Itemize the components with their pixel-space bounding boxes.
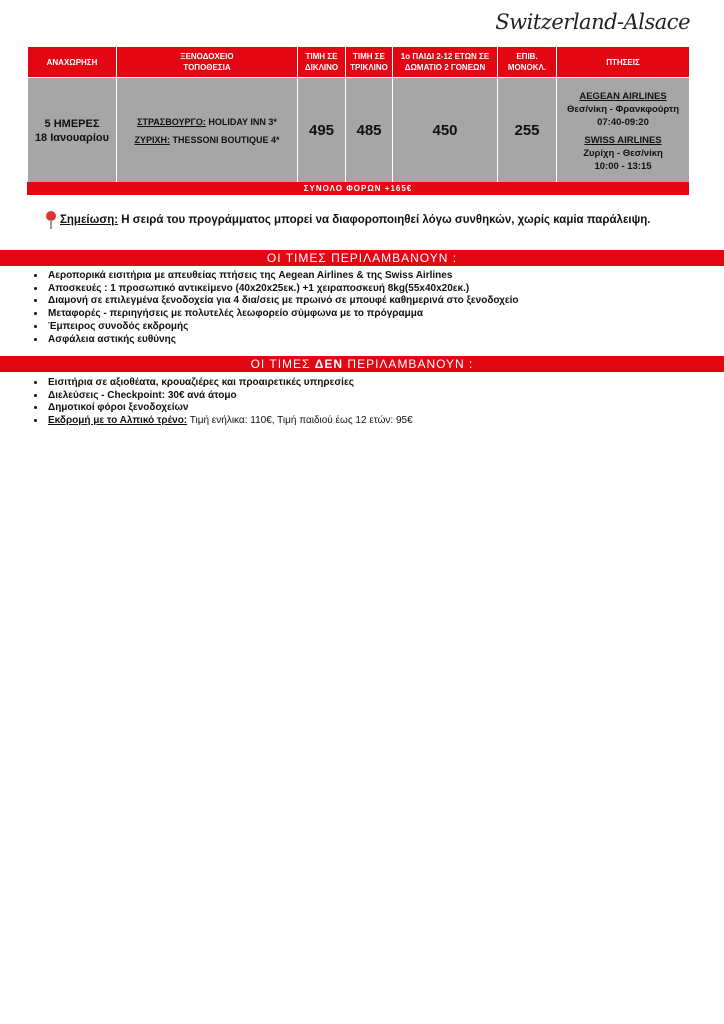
flight1-route: Θεσ/νίκη - Φρανκφούρτη (566, 103, 680, 115)
hotel2-name: THESSONI BOUTIQUE 4* (169, 135, 280, 145)
header-triple: ΤΙΜΗ ΣΕ ΤΡΙΚΛΙΝΟ (346, 47, 393, 78)
train-text: Τιμή ενήλικα: 110€, Τιμή παιδιού έως 12 ετών: 95€ (187, 415, 413, 427)
included-title: ΟΙ ΤΙΜΕΣ ΠΕΡΙΛΑΜΒΑΝΟΥΝ : (0, 250, 724, 266)
list-item: • Διαμονή σε επιλεγμένα ξενοδοχεία για 4 δια/σεις με πρωινό σε μπουφέ καθημερινά στο ξενοδοχείο (46, 295, 519, 308)
price-child: 450 (393, 78, 498, 185)
excluded-title-a: ΟΙ ΤΙΜΕΣ (250, 357, 315, 371)
duration: 5 ΗΜΕΡΕΣ (44, 118, 100, 130)
hotel-cell (117, 78, 298, 185)
price-triple: 485 (346, 78, 393, 185)
departure-cell (28, 78, 117, 185)
train-label: Εκδρομή με το Αλπικό τρένο: (48, 415, 188, 427)
flight1-airline: AEGEAN AIRLINES (579, 90, 667, 102)
hotel1-name: HOLIDAY INN 3* (205, 117, 277, 127)
header-single: ΕΠΙΒ. ΜΟΝΟΚΛ. (498, 47, 557, 78)
pin-icon (44, 211, 56, 229)
logo: Switzerland-Alsace (495, 10, 690, 34)
note-label: Σημείωση: (60, 214, 119, 226)
table-header (28, 47, 690, 78)
table-row (28, 78, 690, 185)
excluded-title-c: ΠΕΡΙΛΑΜΒΑΝΟΥΝ : (343, 357, 474, 371)
flight1-time: 07:40-09:20 (597, 116, 649, 128)
flight2-route: Ζυρίχη - Θεσ/νίκη (583, 147, 663, 159)
hotel1-city: ΣΤΡΑΣΒΟΥΡΓΟ: (137, 117, 206, 127)
note-text: Η σειρά του προγράμματος μπορεί να διαφοροποιηθεί λόγω συνθηκών, χωρίς καμία παράλειψη. (118, 214, 651, 226)
header-hotel-line1: ΞΕΝΟΔΟΧΕΙΟ (180, 52, 234, 61)
note (44, 211, 651, 229)
header-hotel-line2: ΤΟΠΟΘΕΣΙΑ (183, 63, 231, 72)
header-flights: ΠΤΗΣΕΙΣ (557, 47, 690, 78)
list-item: • Διελεύσεις - Checkpoint: 30€ ανά άτομο (46, 390, 413, 403)
price-single: 255 (498, 78, 557, 185)
list-item (46, 415, 413, 428)
taxes-total: ΣΥΝΟΛΟ ΦΟΡΩΝ +165€ (27, 182, 689, 195)
header-hotel (117, 47, 298, 78)
list-item: • Αεροπορικά εισιτήρια με απευθείας πτήσεις της Aegean Airlines & της Swiss Airlines (46, 270, 519, 283)
included-list (28, 270, 519, 346)
list-item: • Ασφάλεια αστικής ευθύνης (46, 334, 519, 347)
flights-cell (557, 78, 690, 185)
list-item: • Έμπειρος συνοδός εκδρομής (46, 321, 519, 334)
excluded-title (0, 356, 724, 372)
flight2-time: 10:00 - 13:15 (594, 160, 652, 172)
list-item: • Αποσκευές : 1 προσωπικό αντικείμενο (40x20x25εκ.) +1 χειραποσκευή 8kg(55x40x20εκ.) (46, 283, 519, 296)
header-child: 1ο ΠΑΙΔΙ 2-12 ΕΤΩΝ ΣΕ ΔΩΜΑΤΙΟ 2 ΓΟΝΕΩΝ (393, 47, 498, 78)
flight2-airline: SWISS AIRLINES (584, 134, 662, 146)
list-item: • Εισιτήρια σε αξιοθέατα, κρουαζιέρες και προαιρετικές υπηρεσίες (46, 377, 413, 390)
list-item: • Δημοτικοί φόροι ξενοδοχείων (46, 402, 413, 415)
header-double: ΤΙΜΗ ΣΕ ΔΙΚΛΙΝΟ (298, 47, 346, 78)
header-departure: ΑΝΑΧΩΡΗΣΗ (28, 47, 117, 78)
excluded-title-emphasis: ΔΕΝ (314, 357, 344, 371)
list-item: • Μεταφορές - περιηγήσεις με πολυτελές λεωφορείο σύμφωνα με το πρόγραμμα (46, 308, 519, 321)
excluded-list (28, 377, 413, 428)
price-table (27, 46, 690, 185)
price-double: 495 (298, 78, 346, 185)
date: 18 Ιανουαρίου (34, 132, 110, 144)
hotel2-city: ΖΥΡΙΧΗ: (134, 135, 170, 145)
